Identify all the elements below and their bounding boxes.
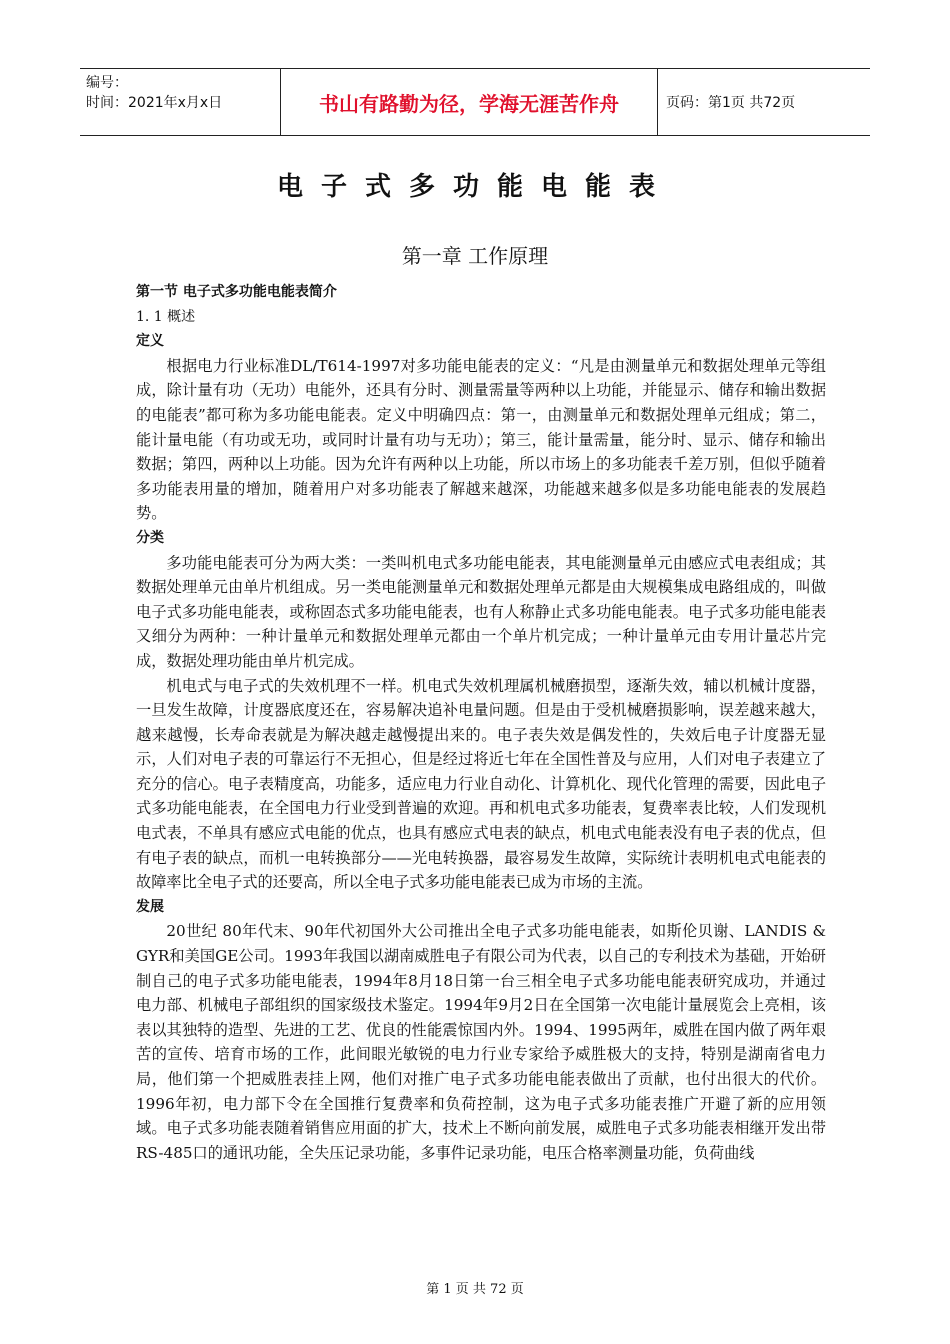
header-meta-cell bbox=[80, 69, 280, 135]
subsection-heading: 1. 1 概述 bbox=[136, 308, 196, 325]
classification-label: 分类 bbox=[136, 529, 164, 546]
development-label: 发展 bbox=[136, 898, 164, 915]
definition-paragraph: 根据电力行业标准DL/T614-1997对多功能电能表的定义：“凡是由测量单元和数据处理单元等组成，除计量有功（无功）电能外，还具有分时、测量需量等两种以上功能，并能显示、储存和输出数据的电能表”都可称为多功能电能表。定义中明确四点：第一，由测量单元和数据处理单元组成；第二，能计量电能（有功或无功，或同时计量有功与无功）；第三，能计量需量，能分时、显示、储存和输出数据；第四，两种以上功能。因为允许有两种以上功能，所以市场上的多功能表千差万别，但似乎随着多功能表用量的增加，随着用户对多功能表了解越来越深，功能越来越多似是多功能电能表的发展趋势。 bbox=[136, 356, 826, 523]
page-footer: 第 1 页 共 72 页 bbox=[426, 1282, 524, 1297]
time-label: 时间：2021年x月x日 bbox=[86, 95, 223, 111]
document-title: 电子式多功能电能表 bbox=[276, 172, 673, 202]
page-header bbox=[80, 68, 870, 136]
header-page-info: 页码：第1页 共72页 bbox=[666, 95, 796, 111]
classification-paragraph-1: 多功能电能表可分为两大类：一类叫机电式多功能电能表，其电能测量单元由感应式电表组成；其数据处理单元由单片机组成。另一类电能测量单元和数据处理单元都是由大规模集成电路组成的，叫做电子式多功能电能表，或称固态式多功能电能表，也有人称静止式多功能电能表。电子式多功能电能表又细分为两种：一种计量单元和数据处理单元都由一个单片机完成；一种计量单元由专用计量芯片完成，数据处理功能由单片机完成。 bbox=[136, 553, 826, 670]
section-heading: 第一节 电子式多功能电能表简介 bbox=[136, 284, 337, 300]
classification-paragraph-2: 机电式与电子式的失效机理不一样。机电式失效机理属机械磨损型，逐渐失效，辅以机械计度器，一旦发生故障，计度器底度还在，容易解决追补电量问题。但是由于受机械磨损影响，误差越来越大，越来越慢，长寿命表就是为解决越走越慢提出来的。电子表失效是偶发性的，失效后电子计度器无显示，人们对电子表的可靠运行不无担心，但是经过将近七年在全国性普及与应用，人们对电子表建立了充分的信心。电子表精度高，功能多，适应电力行业自动化、计算机化、现代化管理的需要，因此电子式多功能电能表，在全国电力行业受到普遍的欢迎。再和机电式多功能表，复费率表比较，人们发现机电式表，不单具有感应式电能的优点，也具有感应式电表的缺点，机电式电能表没有电子表的优点，但有电子表的缺点，而机一电转换部分——光电转换器，最容易发生故障，实际统计表明机电式电能表的故障率比全电子式的还要高，所以全电子式多功能电能表已成为市场的主流。 bbox=[136, 676, 826, 892]
document-body bbox=[136, 280, 826, 1165]
chapter-heading: 第一章 工作原理 bbox=[401, 244, 549, 268]
development-paragraph: 20世纪 80年代末、90年代初国外大公司推出全电子式多功能电能表，如斯伦贝谢、LANDIS & GYR和美国GE公司。1993年我国以湖南威胜电子有限公司为代表，以自己的专利技术为基础，开始研制自己的电子式多功能电能表，1994年8月18日第一台三相全电子式多功能电能表研究成功，并通过电力部、机械电子部组织的国家级技术鉴定。1994年9月2日在全国第一次电能计量展览会上亮相，该表以其独特的造型、先进的工艺、优良的性能震惊国内外。1994、1995两年，威胜在国内做了两年艰苦的宣传、培育市场的工作，此间眼光敏锐的电力行业专家给予威胜极大的支持，特别是湖南省电力局，他们第一个把威胜表挂上网，他们对推广电子式多功能电能表做出了贡献，也付出很大的代价。1996年初，电力部下令在全国推行复费率和负荷控制，这为电子式多功能表推广开避了新的应用领域。电子式多功能表随着销售应用面的扩大，技术上不断向前发展，威胜电子式多功能表相继开发出带RS-485口的通讯功能，全失压记录功能，多事件记录功能，电压合格率测量功能，负荷曲线 bbox=[136, 922, 826, 1162]
serial-label: 编号： bbox=[86, 75, 128, 91]
header-motto: 书山有路勤为径，学海无涯苦作舟 bbox=[280, 69, 658, 135]
definition-label: 定义 bbox=[136, 333, 164, 350]
